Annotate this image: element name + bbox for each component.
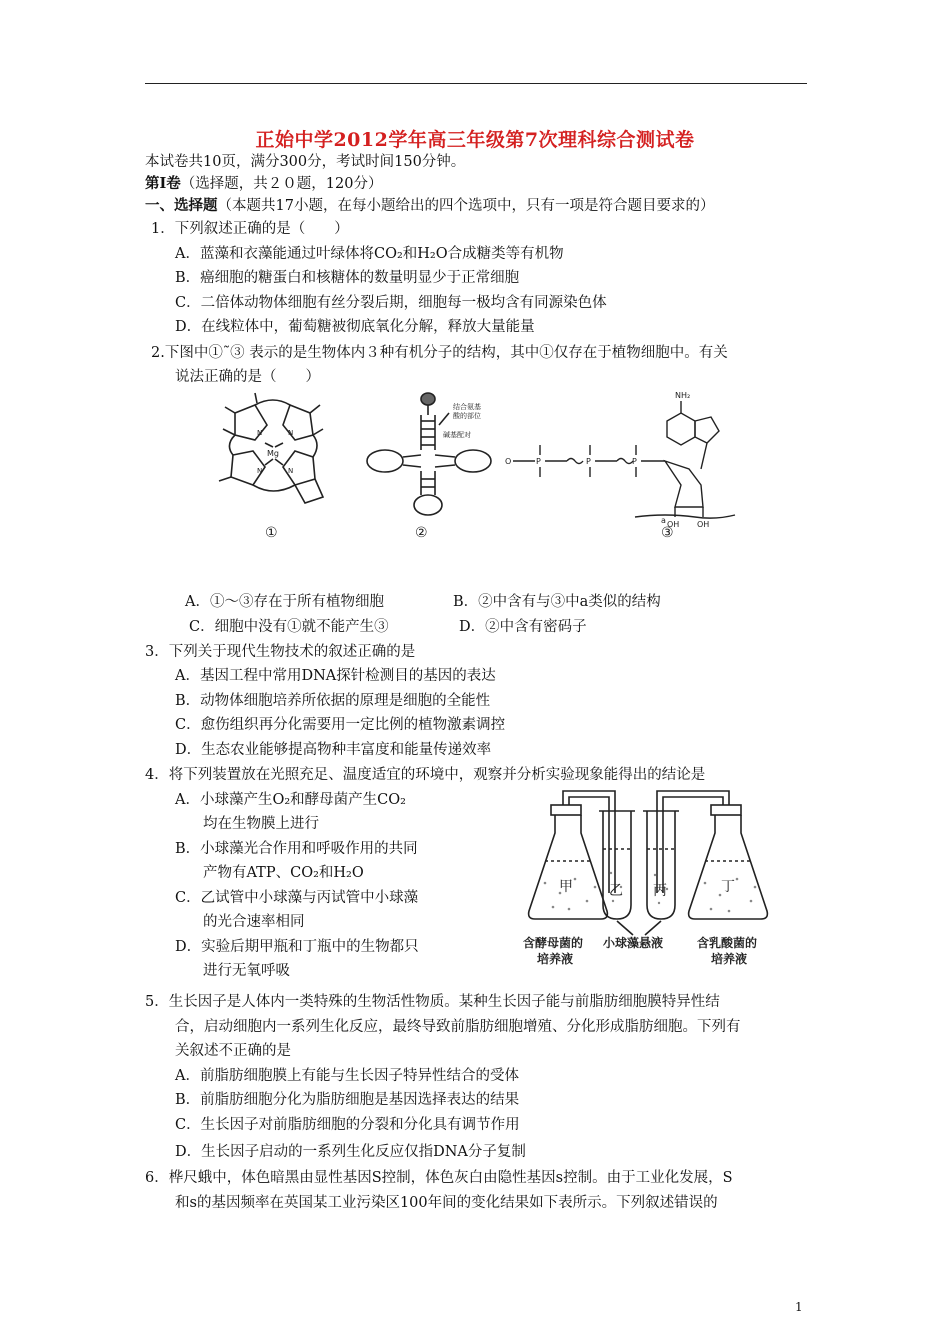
atp-structure (513, 401, 735, 518)
q1-option-a: A．蓝藻和衣藻能通过叶绿体将CO₂和H₂O合成糖类等有机物 (175, 246, 564, 262)
q3-stem: 3．下列关于现代生物技术的叙述正确的是 (145, 644, 416, 660)
flask-label-jia: 甲 (559, 879, 573, 895)
q4-option-a-line1: A．小球藻产生O₂和酵母菌产生CO₂ (175, 792, 406, 808)
figure-label-3: ③ (661, 525, 674, 541)
lactic-label-line2: 培养液 (711, 952, 748, 966)
q4-option-b-line1: B．小球藻光合作用和呼吸作用的共同 (175, 841, 418, 857)
q4-option-a-line2: 均在生物膜上进行 (203, 816, 319, 832)
q3-option-c: C．愈伤组织再分化需要用一定比例的植物激素调控 (175, 717, 506, 733)
amino-site-label-2: 酸的部位 (453, 412, 481, 420)
q1-option-b: B．癌细胞的糖蛋白和核糖体的数量明显少于正常细胞 (175, 270, 520, 286)
yeast-label-line2: 培养液 (537, 952, 574, 966)
q3-option-b: B．动物体细胞培养所依据的原理是细胞的全能性 (175, 693, 491, 709)
part-label: 第Ⅰ卷 (145, 175, 181, 192)
header-rule (145, 83, 807, 84)
q5-option-b: B．前脂肪细胞分化为脂肪细胞是基因选择表达的结果 (175, 1092, 520, 1108)
part-desc: （选择题，共２０题，120分） (180, 176, 383, 192)
tube-label-bing: 丙 (653, 883, 667, 899)
part-heading (145, 173, 382, 195)
mg-label: Mg (267, 449, 279, 458)
q3-option-a: A．基因工程中常用DNA探针检测目的基因的表达 (175, 668, 496, 684)
figure-label-1: ① (265, 525, 278, 541)
q5-option-a: A．前脂肪细胞膜上有能与生长因子特异性结合的受体 (175, 1068, 519, 1084)
q4-option-d-line2: 进行无氧呼吸 (203, 963, 290, 979)
q5-stem-line2: 合，启动细胞内一系列生化反应，最终导致前脂肪细胞增殖、分化形成脂肪细胞。下列有 (175, 1019, 741, 1035)
q4-option-c-line2: 的光合速率相同 (203, 914, 305, 930)
q4-stem: 4．将下列装置放在光照充足、温度适宜的环境中，观察并分析实验现象能得出的结论是 (145, 767, 706, 783)
chlorophyll-structure (219, 393, 323, 503)
section-label: 一、选择题 (145, 197, 218, 214)
q2-stem-line2: 说法正确的是（ ） (175, 369, 320, 385)
phosphate-2-label: P (586, 457, 591, 466)
q1-option-c: C．二倍体动物体细胞有丝分裂后期，细胞每一极均含有同源染色体 (175, 295, 607, 311)
q2-option-d: D．②中含有密码子 (459, 619, 587, 635)
q4-option-c-line1: C．乙试管中小球藻与丙试管中小球藻 (175, 890, 419, 906)
yeast-label-line1: 含酵母菌的 (523, 936, 584, 950)
section-heading (145, 195, 714, 217)
a-label: a (661, 516, 666, 525)
lactic-label-line1: 含乳酸菌的 (697, 936, 758, 950)
oxygen-label: O (505, 457, 512, 466)
q5-option-d: D．生长因子启动的一系列生化反应仅指DNA分子复制 (175, 1144, 526, 1160)
q2-option-a: A．①～③存在于所有植物细胞 (185, 594, 384, 610)
n-label-1: N (257, 429, 263, 437)
n-label-3: N (257, 467, 263, 475)
q2-molecule-figure (195, 385, 755, 555)
algae-label: 小球藻悬液 (603, 936, 664, 950)
q2-option-b: B．②中含有与③中a类似的结构 (453, 594, 661, 610)
oh-label-1: OH (667, 520, 680, 529)
n-label-2: N (288, 429, 294, 437)
q5-stem-line1: 5．生长因子是人体内一类特殊的生物活性物质。某种生长因子能与前脂肪细胞膜特异性结 (145, 994, 720, 1010)
q6-stem-line1: 6．桦尺蛾中，体色暗黑由显性基因S控制，体色灰白由隐性基因s控制。由于工业化发展，S (145, 1170, 733, 1186)
oh-label-2: OH (697, 520, 710, 529)
phosphate-3-label: P (632, 457, 637, 466)
q4-option-d-line1: D．实验后期甲瓶和丁瓶中的生物都只 (175, 939, 419, 955)
q2-option-c: C．细胞中没有①就不能产生③ (189, 619, 389, 635)
base-pair-label: 碱基配对 (443, 431, 471, 439)
figure-label-2: ② (415, 525, 428, 541)
q5-option-c: C．生长因子对前脂肪细胞的分裂和分化具有调节作用 (175, 1117, 520, 1133)
q4-option-b-line2: 产物有ATP、CO₂和H₂O (203, 865, 364, 881)
nh2-label: NH₂ (675, 391, 691, 400)
q2-stem-line1: 2.下图中①˜③ 表示的是生物体内３种有机分子的结构，其中①仅存在于植物细胞中。有关 (151, 345, 728, 361)
n-label-4: N (288, 467, 294, 475)
phosphate-1-label: P (536, 457, 541, 466)
q1-stem: 1．下列叙述正确的是（ ） (151, 221, 349, 237)
exam-title: 正始中学2012学年高三年级第7次理科综合测试卷 (255, 129, 695, 151)
amino-site-label-1: 结合氨基 (453, 403, 481, 411)
q5-stem-line3: 关叙述不正确的是 (175, 1043, 291, 1059)
q3-option-d: D．生态农业能够提高物种丰富度和能量传递效率 (175, 742, 492, 758)
section-desc: （本题共17小题，在每小题给出的四个选项中，只有一项是符合题目要求的） (217, 198, 715, 214)
exam-intro: 本试卷共10页，满分300分，考试时间150分钟。 (145, 154, 466, 170)
tube-label-yi: 乙 (609, 883, 623, 899)
page-number: 1 (795, 1300, 803, 1314)
flask-label-ding: 丁 (721, 879, 735, 895)
q1-option-d: D．在线粒体中，葡萄糖被彻底氧化分解，释放大量能量 (175, 319, 535, 335)
q4-apparatus-figure (515, 783, 785, 973)
q6-stem-line2: 和s的基因频率在英国某工业污染区100年间的变化结果如下表所示。下列叙述错误的 (175, 1195, 718, 1211)
